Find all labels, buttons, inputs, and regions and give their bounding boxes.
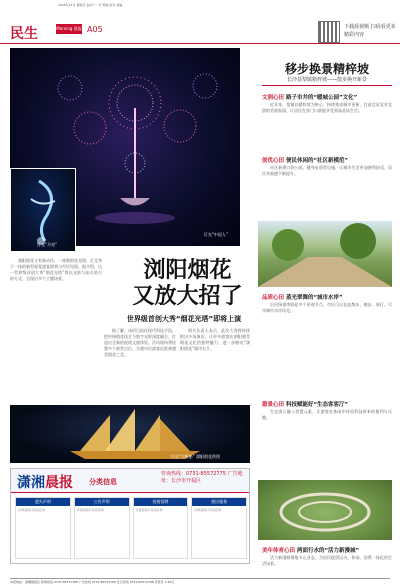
right-section-heading-3 <box>262 293 343 301</box>
feature-body-left: 浏阳烟花又有新动作，一座集烟花光塔、灯光秀于一体的新型视觉盛宴即将与市民见面。据介绍，这一世界级首创大秀“烟花光塔”将以光影与焰火结合的方式，呈现出多个主题场景。 <box>10 258 102 281</box>
ship-caption: 灯光“大帆船” 浏阳烟花供图 <box>170 454 220 459</box>
section-title: 便民休闲的“社区新模范” <box>285 158 349 164</box>
ad-column-note: 详情请拨打热线咨询 <box>135 508 163 512</box>
garden-illustration <box>258 480 392 540</box>
page-footer: 本报地址：潇湘晨报社 新闻热线 0731-85571188 广告热线 0731-85571166 发行热线 0731-85571188 零售价 1.50元 <box>10 578 390 584</box>
garden-photo <box>258 480 392 540</box>
section-title: 路子市井的“暖城公园”文化” <box>285 95 358 101</box>
ad-tagline: 分类信息 <box>89 478 117 486</box>
ad-column-title: 遗失声明 <box>16 498 70 506</box>
section-title: 两面行水的“活力新漫城” <box>296 548 360 554</box>
section-title: 科技赋能好“生态客客厅” <box>285 402 349 408</box>
qr-caption: 下载晨视频 扫码看更多精彩内容 <box>344 24 396 38</box>
right-divider <box>262 85 392 86</box>
hero-caption: 灯光“中国人” <box>203 232 228 237</box>
right-section-heading-1 <box>262 93 357 101</box>
feature-subtitle: 世界级首创大秀“烟花光塔”即将上演 <box>126 315 242 323</box>
classified-ad <box>10 468 250 564</box>
right-subheadline: 长沙县梨镇精梓坡——散步换开新景 <box>286 77 367 83</box>
headline-line-2: 又放大招了 <box>132 284 243 309</box>
section-mark: 美年体育心田 <box>262 548 296 554</box>
right-body-4: 生态客厅融入智慧元素，让游客在休闲中体验科技带来的便利与乐趣。 <box>262 409 392 420</box>
ad-column-title: 公告声明 <box>75 498 129 506</box>
right-body-1: 近年来，梨镇以精梓坡为核心，持续推进城市更新，打造宜居宜业宜游的美丽家园，让居民在家门口就能享受到高品质生活。 <box>262 102 392 113</box>
page-header <box>0 9 400 44</box>
qr-code-icon[interactable] <box>318 21 340 43</box>
ad-column-note: 详情请拨打热线咨询 <box>194 508 222 512</box>
ad-column-title: 便民服务 <box>192 498 246 506</box>
section-mark: 创优心田 <box>262 158 285 164</box>
section-mark: 愿景心田 <box>262 402 285 408</box>
right-headline: 移步换景精梓坡 <box>284 62 369 76</box>
ad-brand-name <box>17 472 73 492</box>
ad-column <box>15 497 71 559</box>
ad-column-note: 详情请拨打热线咨询 <box>76 508 104 512</box>
ad-columns <box>15 497 247 559</box>
section-mark: 品质心田 <box>262 295 285 301</box>
ad-banner <box>11 469 250 493</box>
moon-light-illustration <box>11 169 76 252</box>
right-section-heading-2 <box>262 156 348 164</box>
ad-brand-part-2: 晨报 <box>45 475 73 491</box>
right-body-3: 沿河绿道串联起多个景观节点，市民可以在此散步、跑步、骑行，尽享城市水岸风光。 <box>262 302 392 313</box>
park-walkway-photo <box>258 221 392 287</box>
ad-column <box>74 497 130 559</box>
inset-caption: 灯光“月亮” <box>37 242 58 247</box>
section-name: 民生 <box>10 26 38 42</box>
feature-body-right: 相关负责人表示，此次大秀将持续推出多场演出，让更多游客在浏阳感受烟花文化的独特魅力，进一步擦亮“浏阳烟花”城市名片。 <box>180 328 250 351</box>
right-section-heading-4 <box>262 400 348 408</box>
park-illustration <box>258 221 392 287</box>
section-mark: 文润心田 <box>262 95 285 101</box>
section-title: 蒸光翠舞的“城市水岸” <box>285 295 343 301</box>
ad-column-title: 招商招聘 <box>134 498 188 506</box>
ad-column <box>191 497 247 559</box>
inset-photo-moon <box>10 168 76 252</box>
ad-brand-part-1: 潇湘 <box>17 475 45 491</box>
ad-hotline: 咨询热线：0731-85572775 广告地址：长沙市开福区 <box>161 471 243 484</box>
ship-firework-photo <box>10 405 250 463</box>
right-section-heading-5 <box>262 546 359 554</box>
page-number: A05 <box>87 25 103 34</box>
headline-line-1: 浏阳烟花 <box>143 258 232 283</box>
ad-column-note: 详情请拨打热线咨询 <box>18 508 46 512</box>
right-body-5: 活力新漫城聚集多元业态，为居民提供运动、休闲、消费一体化的生活场景。 <box>262 555 392 566</box>
ad-column <box>133 497 189 559</box>
feature-body-mid: 据了解，该项目依托现代科技手段，把传统烟花技艺与数字光影深度融合，打造出全新的夜间文旅体验。活动现场将设置多个观赏点位，方便市民游客近距离感受烟花之美。 <box>104 328 176 357</box>
dateline: 2025年12月 星期日 农历十一月 责编 校对 美编 <box>58 3 123 7</box>
brand-logo: Morning 晨报 <box>56 24 82 34</box>
feature-headline <box>120 258 255 310</box>
right-body-2: 社区新建口袋公园、健身步道等设施，让城市生活更加便利舒适，居民幸福感不断提升。 <box>262 165 392 176</box>
